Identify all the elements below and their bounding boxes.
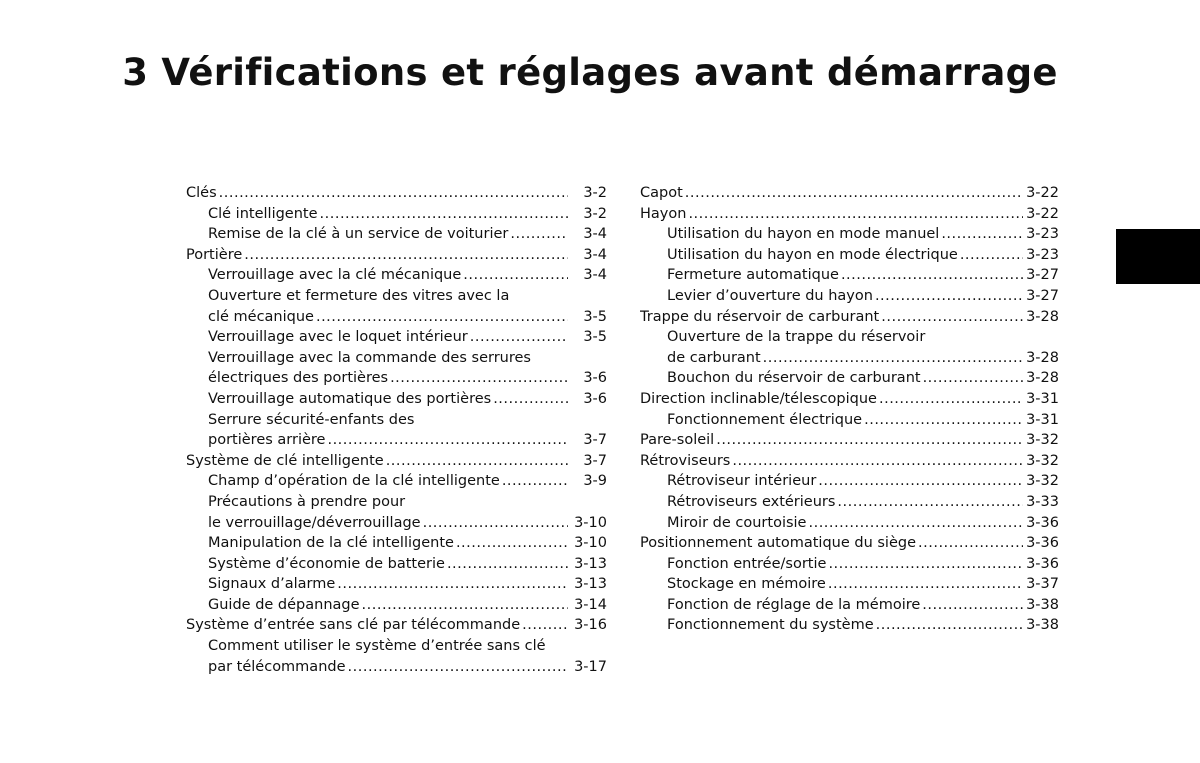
dot-leader	[922, 595, 1023, 616]
dot-leader	[348, 657, 568, 678]
toc-entry[interactable]	[186, 636, 607, 677]
chapter-thumb-tab	[1116, 229, 1200, 284]
toc-entry[interactable]	[640, 368, 1059, 389]
toc-page-number: 3-33	[1026, 493, 1059, 510]
toc-page-number: 3-28	[1026, 370, 1059, 387]
toc-entry-title-line: Verrouillage avec la commande des serrures	[208, 349, 531, 366]
toc-page-number: 3-31	[1026, 390, 1059, 407]
dot-leader	[688, 204, 1023, 225]
toc-entry-title: Fonctionnement du système	[667, 617, 874, 634]
dot-leader	[327, 430, 568, 451]
toc-entry-title: Trappe du réservoir de carburant	[640, 308, 880, 325]
toc-entry[interactable]	[186, 348, 607, 389]
toc-entry[interactable]	[640, 224, 1059, 245]
toc-entry-title: le verrouillage/déverrouillage	[208, 514, 421, 531]
dot-leader	[818, 471, 1023, 492]
toc-entry[interactable]	[186, 245, 607, 266]
toc-entry-title: Verrouillage avec le loquet intérieur	[208, 329, 468, 346]
dot-leader	[316, 307, 568, 328]
toc-entry-title: Utilisation du hayon en mode manuel	[667, 226, 940, 243]
toc-entry[interactable]	[640, 265, 1059, 286]
toc-entry[interactable]	[186, 471, 607, 492]
dot-leader	[493, 389, 568, 410]
toc-page-number: 3-23	[1026, 246, 1059, 263]
toc-page-number: 3-10	[574, 514, 607, 531]
toc-page-number: 3-36	[1026, 555, 1059, 572]
toc-entry[interactable]	[186, 286, 607, 327]
dot-leader	[808, 513, 1023, 534]
toc-entry-title: Fonctionnement électrique	[667, 411, 863, 428]
toc-page-number: 3-28	[1026, 308, 1059, 325]
toc-entry[interactable]	[640, 286, 1059, 307]
toc-page-number: 3-31	[1026, 411, 1059, 428]
toc-page-number: 3-23	[1026, 226, 1059, 243]
toc-entry[interactable]	[186, 451, 607, 472]
toc-page-number: 3-22	[1026, 205, 1059, 222]
toc-page-number: 3-36	[1026, 514, 1059, 531]
toc-page-number: 3-5	[583, 308, 607, 325]
toc-page-number: 3-4	[583, 226, 607, 243]
dot-leader	[685, 183, 1023, 204]
toc-entry[interactable]	[186, 224, 607, 245]
toc-page-number: 3-36	[1026, 535, 1059, 552]
dot-leader	[837, 492, 1023, 513]
toc-page-number: 3-13	[574, 555, 607, 572]
toc-page-number: 3-38	[1026, 617, 1059, 634]
toc-page-number: 3-22	[1026, 185, 1059, 201]
toc-entry[interactable]	[186, 492, 607, 533]
toc-page-number: 3-9	[583, 473, 607, 490]
toc-right-column	[640, 183, 1059, 636]
toc-entry-title: Rétroviseurs extérieurs	[667, 493, 836, 510]
toc-entry[interactable]	[186, 183, 607, 204]
toc-entry-title: Verrouillage avec la clé mécanique	[208, 267, 462, 284]
toc-entry[interactable]	[640, 492, 1059, 513]
toc-entry[interactable]	[640, 307, 1059, 328]
dot-leader	[456, 533, 568, 554]
toc-entry-title: Rétroviseurs	[640, 452, 731, 469]
dot-leader	[716, 430, 1023, 451]
toc-page-number: 3-13	[574, 576, 607, 593]
toc-entry-title: Rétroviseur intérieur	[667, 473, 817, 490]
toc-entry-title: Guide de dépannage	[208, 596, 360, 613]
toc-page-number: 3-32	[1026, 452, 1059, 469]
toc-entry-title: portières arrière	[208, 432, 326, 449]
toc-page-number: 3-32	[1026, 432, 1059, 449]
dot-leader	[510, 224, 568, 245]
toc-page-number: 3-7	[583, 432, 607, 449]
toc-entry-title-line: Ouverture et fermeture des vitres avec la	[208, 287, 510, 304]
toc-page-number: 3-6	[583, 370, 607, 387]
toc-entry-title: Portière	[186, 246, 243, 263]
dot-leader	[470, 327, 568, 348]
toc-page-number: 3-16	[574, 617, 607, 634]
dot-leader	[876, 615, 1023, 636]
toc-entry[interactable]	[640, 513, 1059, 534]
toc-entry-title-line: Comment utiliser le système d’entrée sans clé	[208, 638, 546, 655]
toc-page-number: 3-37	[1026, 576, 1059, 593]
toc-page-number: 3-5	[583, 329, 607, 346]
toc-entry[interactable]	[640, 595, 1059, 616]
toc-entry-title: clé mécanique	[208, 308, 314, 325]
dot-leader	[219, 183, 568, 204]
toc-entry-title: Système d’entrée sans clé par télécommande	[186, 617, 521, 634]
toc-entry-title: Pare-soleil	[640, 432, 715, 449]
dot-leader	[763, 348, 1023, 369]
dot-leader	[447, 554, 568, 575]
chapter-title: 3 Vérifications et réglages avant démarrage	[122, 51, 1058, 94]
toc-entry-title: Système de clé intelligente	[186, 452, 384, 469]
toc-entry-title: électriques des portières	[208, 370, 389, 387]
toc-entry-title: Utilisation du hayon en mode électrique	[667, 246, 958, 263]
toc-entry-title-line: Serrure sécurité-enfants des	[208, 411, 415, 428]
toc-entry[interactable]	[186, 410, 607, 451]
toc-entry[interactable]	[640, 183, 1059, 204]
dot-leader	[463, 265, 568, 286]
toc-entry[interactable]	[186, 615, 607, 636]
toc-entry-title: Miroir de courtoisie	[667, 514, 807, 531]
dot-leader	[918, 533, 1023, 554]
toc-entry[interactable]	[640, 574, 1059, 595]
toc-entry[interactable]	[640, 554, 1059, 575]
toc-page-number: 3-32	[1026, 473, 1059, 490]
toc-entry[interactable]	[640, 615, 1059, 636]
toc-entry-title: par télécommande	[208, 658, 346, 675]
dot-leader	[337, 574, 568, 595]
toc-page-number: 3-27	[1026, 287, 1059, 304]
toc-entry-title-line: Ouverture de la trappe du réservoir	[667, 329, 926, 346]
toc-entry-title: Clé intelligente	[208, 205, 318, 222]
toc-entry[interactable]	[640, 245, 1059, 266]
dot-leader	[244, 245, 568, 266]
dot-leader	[879, 389, 1023, 410]
toc-entry-title: Clés	[186, 185, 217, 201]
dot-leader	[502, 471, 568, 492]
dot-leader	[941, 224, 1023, 245]
dot-leader	[960, 245, 1023, 266]
toc-page-number: 3-4	[583, 267, 607, 284]
toc-page-number: 3-7	[583, 452, 607, 469]
toc-entry-title: Positionnement automatique du siège	[640, 535, 917, 552]
toc-page-number: 3-27	[1026, 267, 1059, 284]
toc-entry-title: Remise de la clé à un service de voiturier	[208, 226, 509, 243]
dot-leader	[923, 368, 1024, 389]
dot-leader	[522, 615, 568, 636]
toc-entry-title: Fonction entrée/sortie	[667, 555, 827, 572]
dot-leader	[732, 451, 1023, 472]
toc-entry-title: Verrouillage automatique des portières	[208, 390, 492, 407]
toc-page-number: 3-10	[574, 535, 607, 552]
toc-entry[interactable]	[640, 533, 1059, 554]
toc-entry[interactable]	[186, 204, 607, 225]
toc-page-number: 3-2	[583, 205, 607, 222]
toc-page-number: 3-4	[583, 246, 607, 263]
toc-page-number: 3-2	[583, 185, 607, 201]
toc-entry[interactable]	[186, 389, 607, 410]
dot-leader	[881, 307, 1023, 328]
toc-entry[interactable]	[640, 451, 1059, 472]
dot-leader	[828, 574, 1023, 595]
toc-entry-title: Champ d’opération de la clé intelligente	[208, 473, 500, 490]
dot-leader	[828, 554, 1023, 575]
toc-entry[interactable]	[186, 533, 607, 554]
toc-entry-title: Fonction de réglage de la mémoire	[667, 596, 921, 613]
dot-leader	[320, 204, 568, 225]
dot-leader	[362, 595, 568, 616]
toc-page-number: 3-14	[574, 596, 607, 613]
toc-entry-title: Capot	[640, 185, 683, 201]
dot-leader	[864, 410, 1023, 431]
toc-page-number: 3-28	[1026, 349, 1059, 366]
toc-entry-title: Hayon	[640, 205, 687, 222]
toc-page-number: 3-17	[574, 658, 607, 675]
dot-leader	[423, 513, 568, 534]
toc-entry-title: Manipulation de la clé intelligente	[208, 535, 454, 552]
dot-leader	[386, 451, 568, 472]
toc-entry[interactable]	[186, 265, 607, 286]
toc-entry-title: Système d’économie de batterie	[208, 555, 445, 572]
toc-entry[interactable]	[640, 471, 1059, 492]
toc-entry-title: de carburant	[667, 349, 761, 366]
toc-page-number: 3-38	[1026, 596, 1059, 613]
toc-entry-title: Fermeture automatique	[667, 267, 839, 284]
dot-leader	[841, 265, 1023, 286]
toc-entry[interactable]	[640, 204, 1059, 225]
toc-entry-title: Direction inclinable/télescopique	[640, 390, 877, 407]
toc-entry[interactable]	[640, 389, 1059, 410]
toc-page-number: 3-6	[583, 390, 607, 407]
dot-leader	[875, 286, 1023, 307]
toc-entry-title: Stockage en mémoire	[667, 576, 826, 593]
toc-entry[interactable]	[640, 430, 1059, 451]
toc-left-column	[186, 183, 607, 677]
toc-entry[interactable]	[640, 410, 1059, 431]
toc-entry[interactable]	[186, 554, 607, 575]
toc-entry[interactable]	[186, 595, 607, 616]
toc-entry-title: Bouchon du réservoir de carburant	[667, 370, 921, 387]
toc-entry-title: Levier d’ouverture du hayon	[667, 287, 873, 304]
dot-leader	[390, 368, 568, 389]
toc-entry[interactable]	[186, 327, 607, 348]
toc-entry-title-line: Précautions à prendre pour	[208, 493, 406, 510]
toc-entry[interactable]	[186, 574, 607, 595]
toc-entry[interactable]	[640, 327, 1059, 368]
toc-entry-title: Signaux d’alarme	[208, 576, 336, 593]
